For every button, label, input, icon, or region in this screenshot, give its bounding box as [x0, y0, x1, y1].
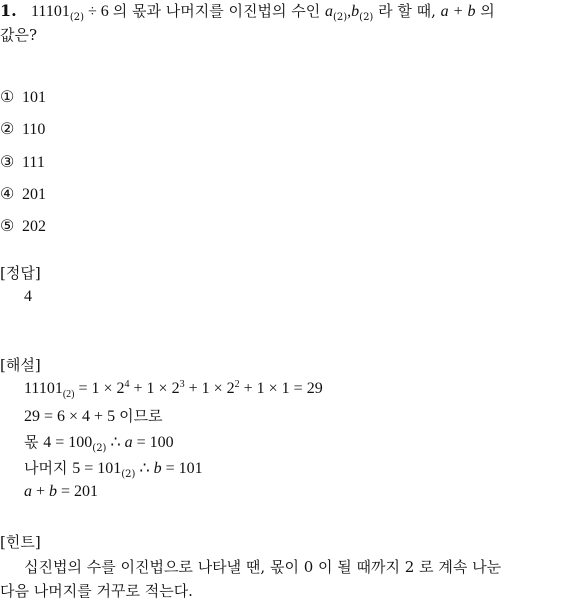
exp-sum-plus: + — [32, 483, 50, 500]
question-text-1: 의 몫과 나머지를 이진법의 수인 — [112, 2, 325, 20]
choice-3[interactable] — [0, 152, 45, 172]
exp-expand-c: + 1 × 2 — [184, 380, 235, 397]
exp-sum-a: a — [24, 483, 32, 500]
hint-line-2: 다음 나머지를 거꾸로 적는다. — [0, 582, 193, 600]
exp-remainder-label: 나머지 — [24, 459, 73, 477]
choice-value: 202 — [22, 218, 46, 235]
exp-power-2: 2 — [234, 379, 240, 390]
var-b-base: (2) — [359, 12, 374, 23]
exp-expand-a: = 1 × 2 — [74, 380, 125, 397]
choice-value: 110 — [22, 121, 46, 138]
exp-var-a: a — [124, 434, 133, 451]
sum-expression: a + b — [440, 3, 476, 20]
choice-value: 201 — [22, 186, 46, 203]
exp-sum-b: b — [49, 483, 58, 500]
answer-title: [정답] — [0, 264, 41, 282]
exp-power-3: 3 — [179, 379, 185, 390]
exp-remainder-base: (2) — [121, 469, 136, 480]
choice-marker: ③ — [0, 152, 15, 171]
choice-5[interactable] — [0, 216, 46, 236]
exp-expand-d: + 1 × 1 = 29 — [239, 380, 323, 397]
explanation-line-1 — [24, 380, 323, 398]
exp-a-value: = 100 — [132, 434, 174, 451]
explanation-title: [해설] — [0, 356, 41, 374]
choice-marker: ④ — [0, 184, 15, 203]
explanation-line-3 — [24, 431, 174, 452]
exp-binary-base: (2) — [62, 389, 75, 400]
question-binary-base: (2) — [69, 12, 84, 23]
exp-so-text: 이므로 — [119, 407, 163, 425]
therefore-symbol: ∴ — [135, 460, 154, 477]
question-line-1 — [0, 0, 495, 21]
choice-value: 111 — [22, 154, 45, 171]
hint-line-1: 십진법의 수를 이진법으로 나타낼 땐, 몫이 0 이 될 때까지 2 로 계속 나눈 — [24, 558, 502, 576]
explanation-line-2 — [24, 405, 163, 426]
choice-marker: ② — [0, 119, 15, 138]
exp-sum-result: = 201 — [57, 483, 99, 500]
var-a-base: (2) — [333, 12, 348, 23]
question-text-3: 의 — [475, 2, 495, 20]
exp-quotient-label: 몫 — [24, 433, 44, 451]
exp-remainder-eq: 5 = 101 — [72, 460, 122, 477]
exp-b-value: = 101 — [161, 460, 203, 477]
exp-expand-b: + 1 × 2 — [129, 380, 180, 397]
exp-quotient-eq: 4 = 100 — [43, 434, 93, 451]
choice-marker: ⑤ — [0, 216, 15, 235]
question-binary-number: 11101 — [31, 3, 70, 20]
explanation-line-5 — [24, 483, 98, 501]
choice-4[interactable] — [0, 184, 46, 204]
question-text-2: 라 할 때, — [373, 2, 441, 20]
exp-var-b: b — [153, 460, 162, 477]
choice-2[interactable] — [0, 119, 45, 139]
comma: , — [347, 3, 352, 20]
exp-power-4: 4 — [124, 379, 130, 390]
question-line-2: 값은? — [0, 26, 38, 44]
var-b: b — [351, 3, 360, 20]
exp-binary-number: 11101 — [24, 380, 63, 397]
exp-division-eq: 29 = 6 × 4 + 5 — [24, 408, 120, 425]
answer-value: 4 — [24, 288, 32, 305]
exp-quotient-base: (2) — [92, 443, 107, 454]
choice-value: 101 — [22, 89, 46, 106]
therefore-symbol: ∴ — [106, 434, 125, 451]
question-division: ÷ 6 — [84, 3, 113, 20]
choice-marker: ① — [0, 87, 15, 106]
choice-1[interactable] — [0, 87, 46, 107]
hint-title: [힌트] — [0, 533, 41, 551]
var-a: a — [325, 3, 333, 20]
question-number: 1. — [0, 1, 17, 20]
explanation-line-4 — [24, 457, 203, 478]
